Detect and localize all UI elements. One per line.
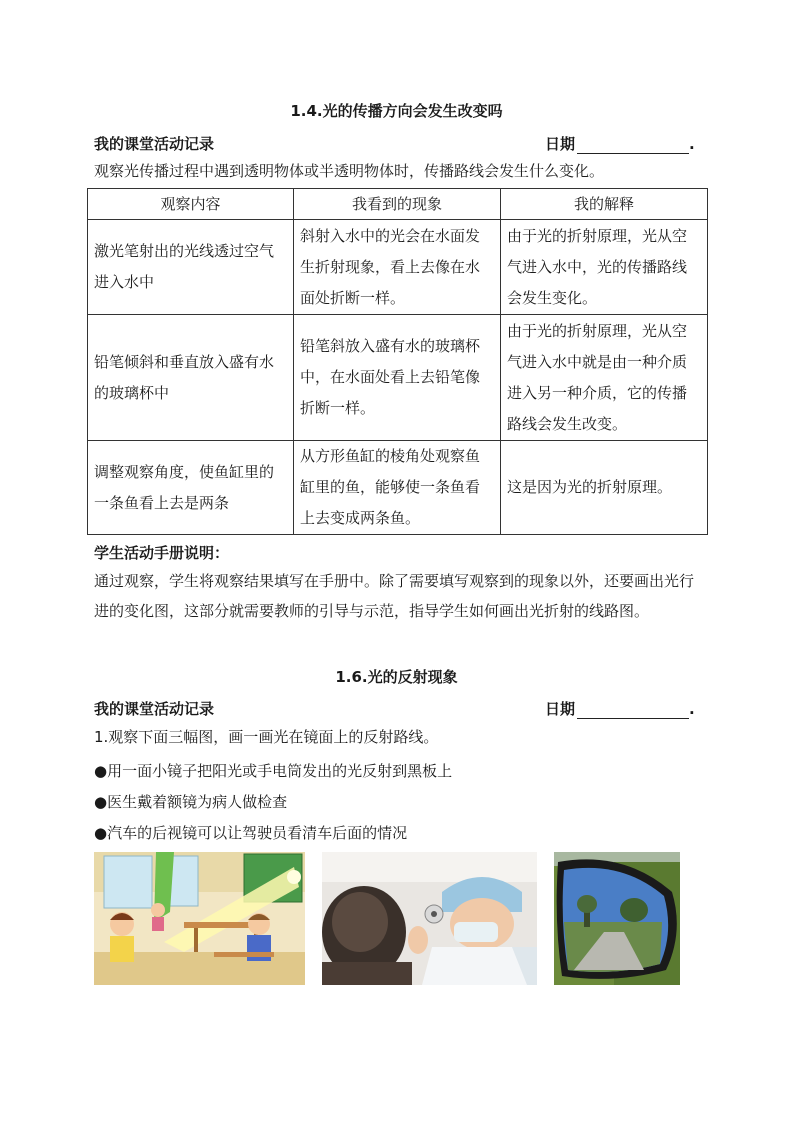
section1-record-row: [94, 133, 698, 155]
bullet-item: ●医生戴着额镜为病人做检查: [94, 793, 288, 811]
table-row: [88, 441, 708, 535]
manual-heading: 学生活动手册说明：: [94, 544, 230, 562]
table-row: [88, 220, 708, 315]
classroom-illustration: [94, 852, 305, 985]
table-cell: 调整观察角度，使鱼缸里的一条鱼看上去是两条: [88, 441, 294, 535]
section2-record-row: [94, 698, 698, 720]
header-phenomenon: 我看到的现象: [294, 189, 501, 220]
bullet-item: ●用一面小镜子把阳光或手电筒发出的光反射到黑板上: [94, 762, 453, 780]
observation-table: [87, 188, 708, 535]
section1-date-label: 日期: [545, 135, 576, 153]
section2-date: [545, 698, 695, 719]
rearview-mirror-svg: [554, 852, 680, 985]
section2-date-blank[interactable]: [577, 702, 689, 719]
section1-title: 1.4.光的传播方向会发生改变吗: [290, 102, 503, 120]
doctor-photo-svg: [322, 852, 537, 985]
section1-record-label: 我的课堂活动记录: [94, 135, 215, 153]
table-row: [88, 315, 708, 441]
table-cell: 这是因为光的折射原理。: [501, 441, 708, 535]
manual-text: 通过观察，学生将观察结果填写在手册中。除了需要填写观察到的现象以外，还要画出光行进的变化图，这部分就需要教师的引导与示范，指导学生如何画出光折射的线路图。: [94, 572, 695, 620]
section1-intro: 观察光传播过程中遇到透明物体或半透明物体时，传播路线会发生什么变化。: [94, 162, 605, 180]
section1-date-end: .: [689, 135, 695, 153]
section2-title: 1.6.光的反射现象: [335, 668, 458, 686]
table-cell: 由于光的折射原理，光从空气进入水中，光的传播路线会发生变化。: [501, 220, 708, 315]
rearview-mirror-photo: [554, 852, 680, 985]
section2-date-label: 日期: [545, 700, 576, 718]
table-header-row: [88, 189, 708, 220]
header-observation: 观察内容: [88, 189, 294, 220]
section1-date: [545, 133, 695, 154]
section1-date-blank[interactable]: [577, 137, 689, 154]
section2-record-label: 我的课堂活动记录: [94, 700, 215, 718]
header-explanation: 我的解释: [501, 189, 708, 220]
table-cell: 斜射入水中的光会在水面发生折射现象，看上去像在水面处折断一样。: [294, 220, 501, 315]
section2-date-end: .: [689, 700, 695, 718]
bullet-item: ●汽车的后视镜可以让驾驶员看清车后面的情况: [94, 824, 408, 842]
table-cell: 激光笔射出的光线透过空气进入水中: [88, 220, 294, 315]
classroom-illustration-svg: [94, 852, 305, 985]
doctor-photo: [322, 852, 537, 985]
table-cell: 铅笔倾斜和垂直放入盛有水的玻璃杯中: [88, 315, 294, 441]
table-cell: 由于光的折射原理，光从空气进入水中就是由一种介质进入另一种介质，它的传播路线会发生改变。: [501, 315, 708, 441]
table-cell: 铅笔斜放入盛有水的玻璃杯中，在水面处看上去铅笔像折断一样。: [294, 315, 501, 441]
table-cell: 从方形鱼缸的棱角处观察鱼缸里的鱼，能够使一条鱼看上去变成两条鱼。: [294, 441, 501, 535]
section2-instruction: 1.观察下面三幅图，画一画光在镜面上的反射路线。: [94, 728, 439, 746]
